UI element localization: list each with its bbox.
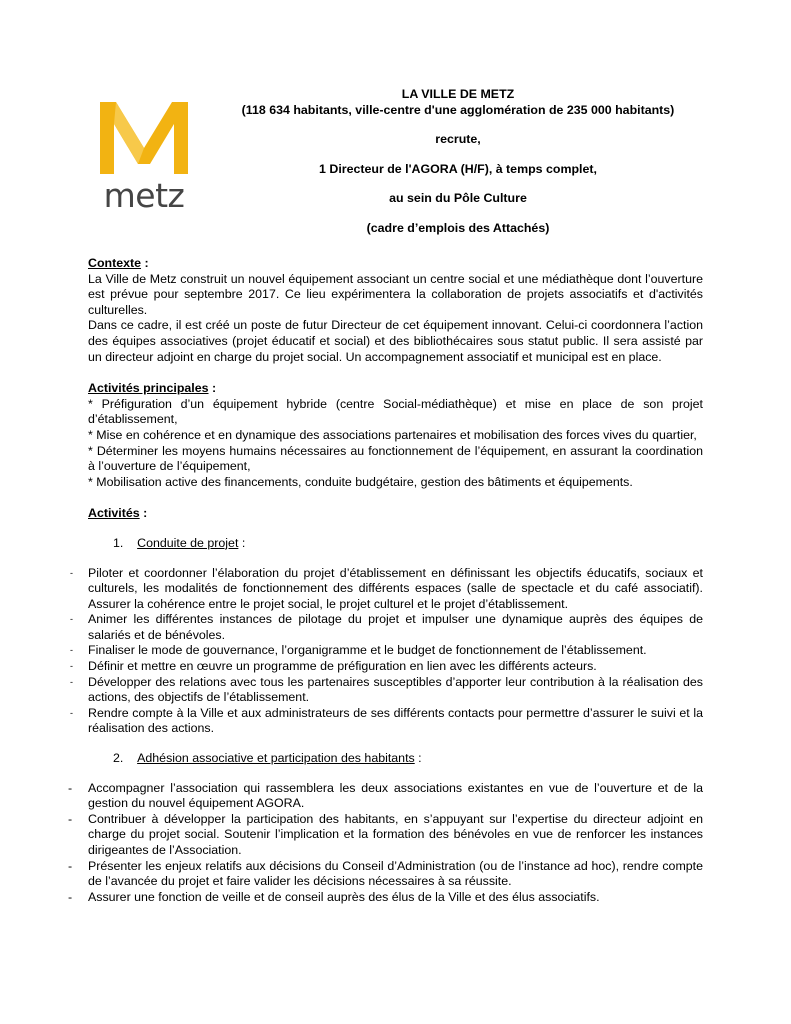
conduite-list (70, 565, 703, 738)
subsection-heading-adhesion: 2. Adhésion associative et participation des habitants : (113, 751, 422, 766)
list-item: - Présenter les enjeux relatifs aux décisions du Conseil d’Administration (ou de l’instance ad hoc), rendre compte de l’avancée du projet et faire valider les décisions nécessaires à sa réussite. (68, 858, 703, 889)
list-item: - Finaliser le mode de gouvernance, l’organigramme et le budget de fonctionnement de l’établissement. (70, 643, 647, 658)
section-heading-contexte: Contexte : (88, 256, 149, 270)
list-item: - Assurer une fonction de veille et de conseil auprès des élus de la Ville et des élus associatifs. (68, 889, 600, 904)
contexte-paragraph-1: La Ville de Metz construit un nouvel équipement associant un centre social et une médiathèque dont l’ouverture est prévue pour septembre 2017. Ce lieu expérimentera la collaboration de projets associatifs et d'activités culturelles. (88, 271, 703, 317)
header-position: 1 Directeur de l'AGORA (H/F), à temps complet, (319, 161, 597, 176)
activite-principale-item: * Mise en cohérence et en dynamique des associations partenaires et mobilisation des forces vives du quartier, (88, 427, 697, 442)
list-item: - Animer les différentes instances de pilotage du projet et impulser une dynamique auprès des équipes de salariés et de bénévoles. (70, 612, 703, 642)
header-pole: au sein du Pôle Culture (389, 191, 527, 206)
activite-principale-item: * Déterminer les moyens humains nécessaires au fonctionnement de l’équipement, en assurant la coordination à l’ouverture de l’équipement, (88, 443, 703, 474)
list-item: - Piloter et coordonner l’élaboration du projet d’établissement en définissant les objectifs éducatifs, sociaux et culturels, les modalités de fonctionnement des différents espaces (salle de spectacle et du café associatif). Assurer la cohérence entre le projet social, le projet culturel et le projet d’établissement. (70, 565, 703, 611)
header-cadre: (cadre d’emplois des Attachés) (366, 220, 550, 235)
header-recrute: recrute, (435, 132, 481, 147)
list-item: - Contribuer à développer la participation des habitants, en s’appuyant sur l’expertise du directeur adjoint en charge du projet social. Soutenir l’implication et la formation des bénévoles en vue de renforcer les instances dirigeantes de l’Association. (68, 811, 703, 857)
subsection-heading-conduite: 1. Conduite de projet : (113, 535, 246, 550)
list-item: - Définir et mettre en œuvre un programme de préfiguration en lien avec les différents acteurs. (70, 659, 597, 674)
header-population: (118 634 habitants, ville-centre d'une agglomération de 235 000 habitants) (241, 102, 675, 117)
list-item: - Rendre compte à la Ville et aux administrateurs de ses différents contacts pour permettre d’assurer le suivi et la réalisation des actions. (70, 705, 703, 736)
list-item: - Développer des relations avec tous les partenaires susceptibles d’apporter leur contribution à la réalisation des actions, des objectifs de l’établissement. (70, 674, 703, 705)
header-city: LA VILLE DE METZ (401, 87, 515, 101)
activite-principale-item: * Mobilisation active des financements, conduite budgétaire, gestion des bâtiments et équipements. (88, 474, 633, 489)
contexte-paragraph-2: Dans ce cadre, il est créé un poste de futur Directeur de cet équipement innovant. Celui-ci coordonnera l’action des équipes associatives (projet éducatif et social) et des bibliothécaires sous statut public. Il sera assisté par un directeur adjoint en charge du projet social. Un accompagnement associatif et municipal est en place. (88, 318, 703, 364)
metz-m-icon (100, 102, 188, 176)
list-item: - Accompagner l’association qui rassemblera les deux associations existantes en vue de l’ouverture et de la gestion du nouvel équipement AGORA. (68, 780, 703, 811)
adhesion-list (68, 780, 703, 906)
job-description (68, 256, 703, 905)
logo-text: metz (103, 176, 185, 215)
job-header (230, 87, 686, 237)
metz-logo (100, 102, 188, 214)
activite-principale-item: * Préfiguration d’un équipement hybride (centre Social-médiathèque) et mise en place de son projet d’établissement, (88, 396, 703, 427)
section-heading-activites: Activités : (88, 506, 148, 521)
section-heading-activites-principales: Activités principales : (88, 381, 217, 396)
